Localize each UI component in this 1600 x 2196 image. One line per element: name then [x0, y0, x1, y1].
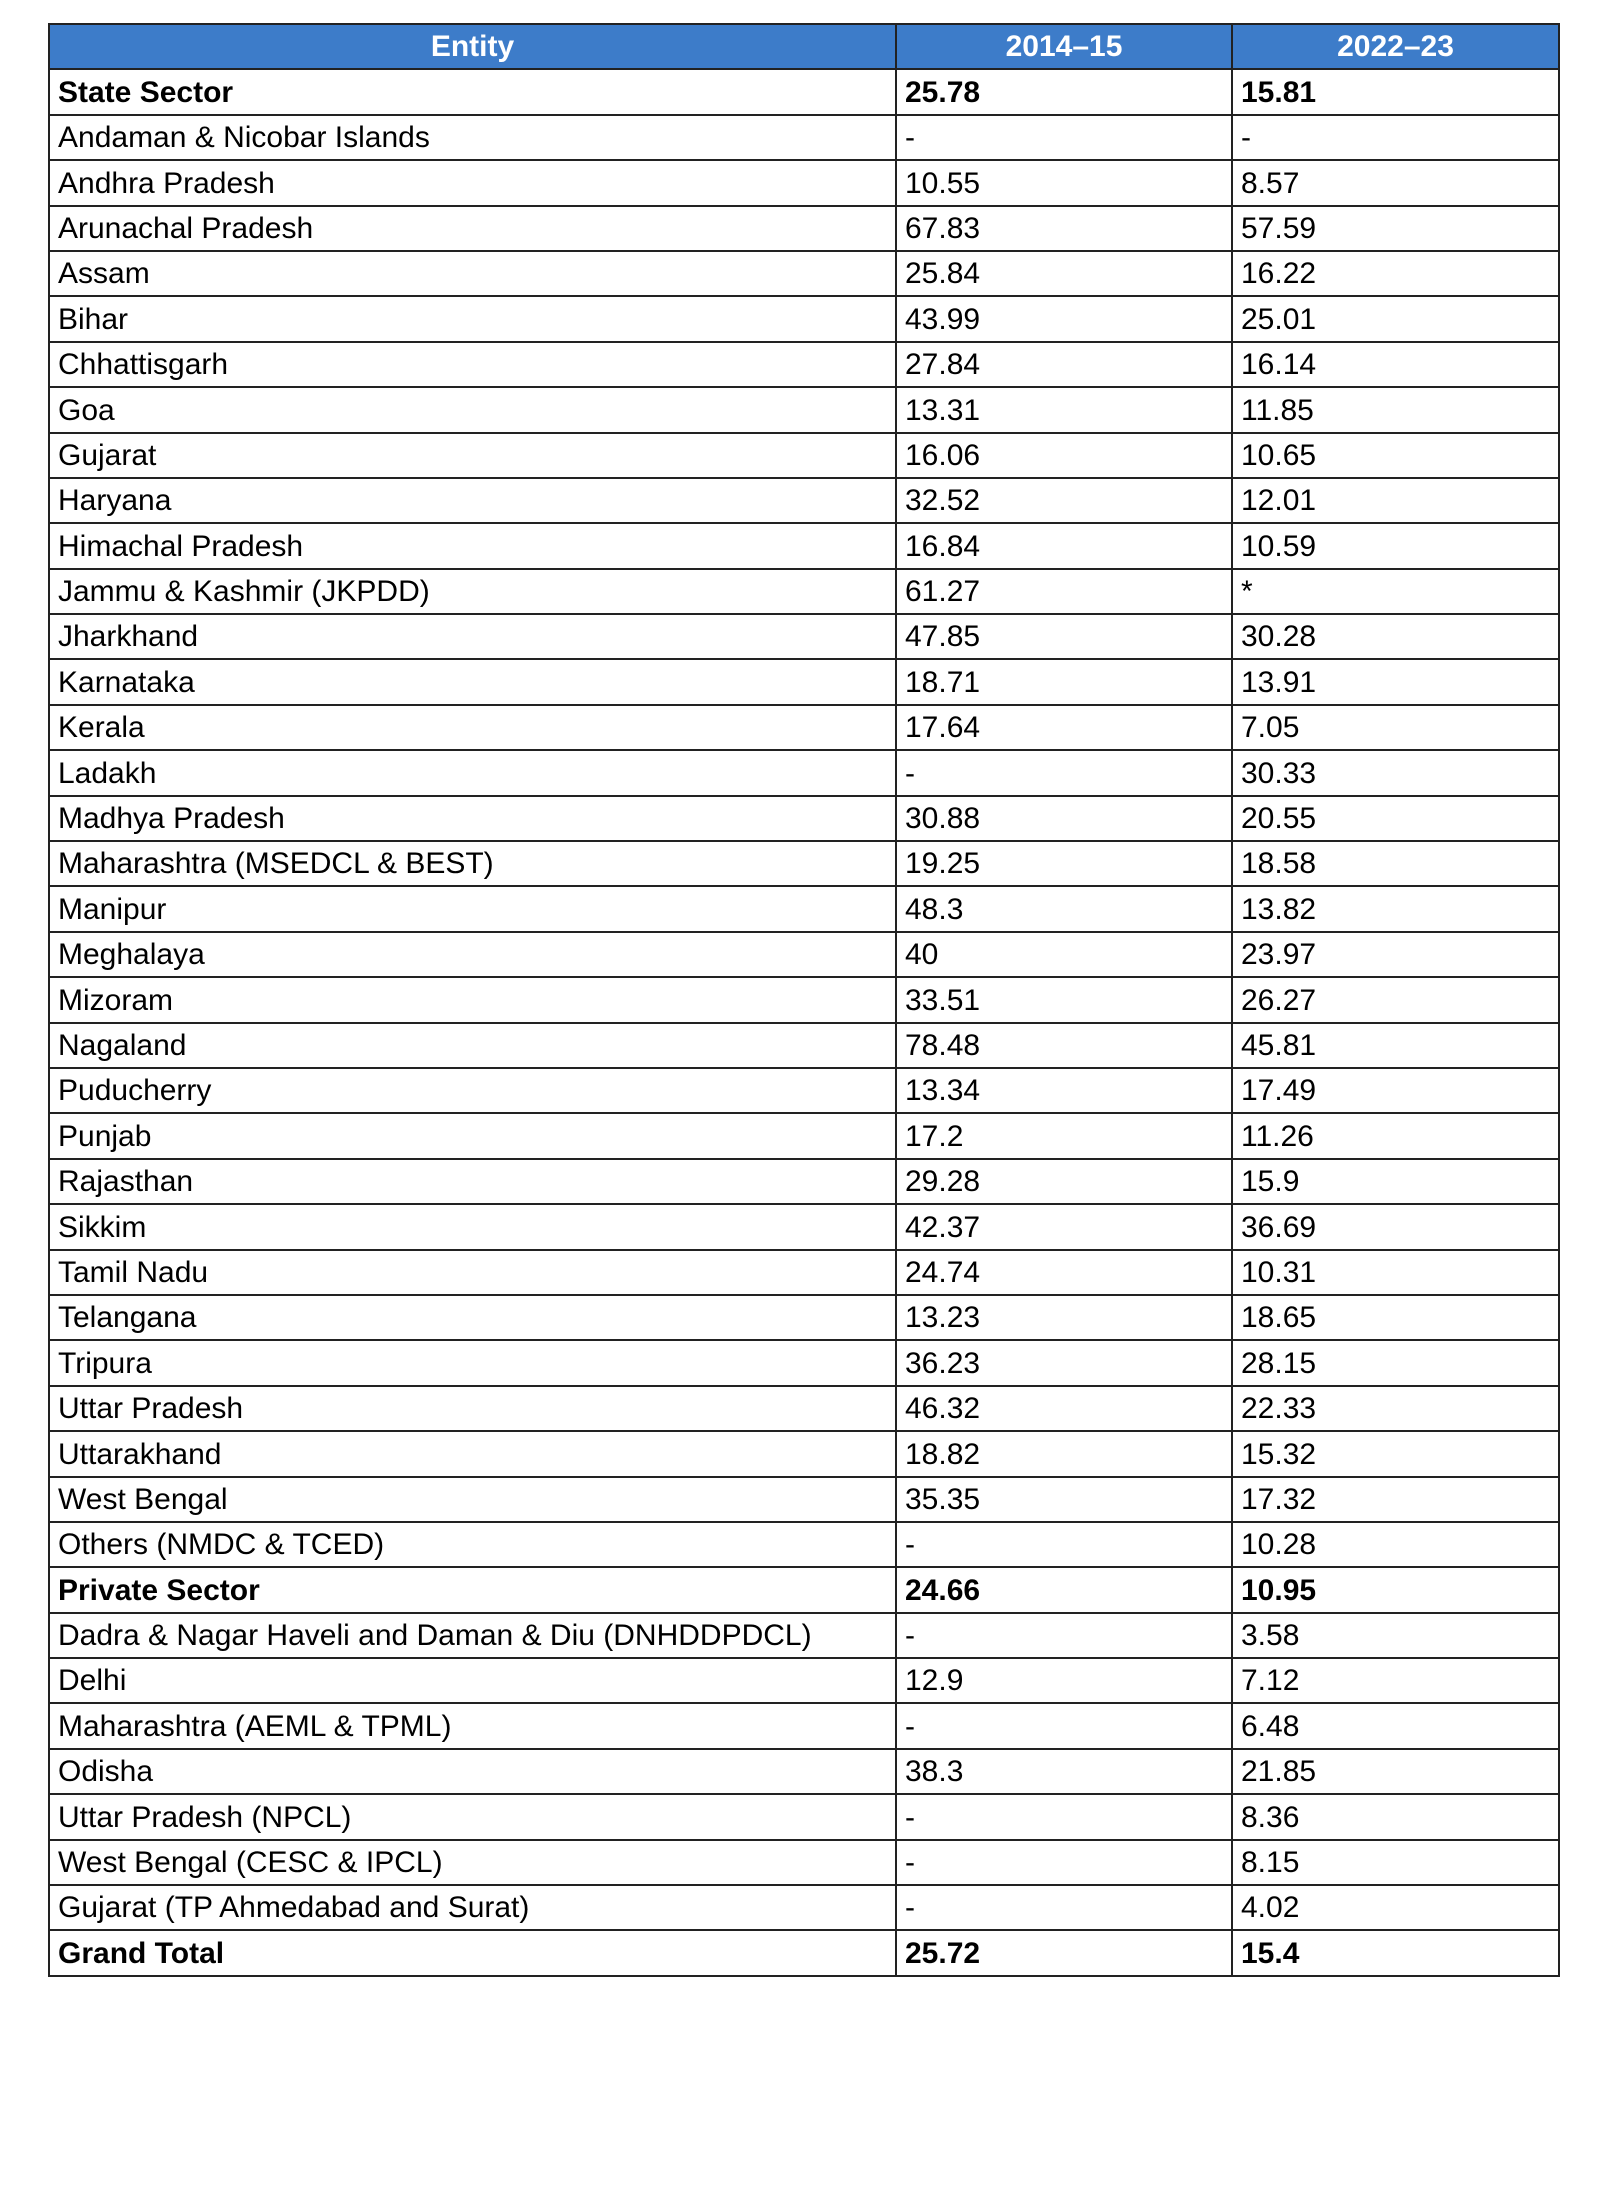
- entity-cell: Andhra Pradesh: [49, 160, 896, 205]
- value-2014-15-cell: 35.35: [896, 1477, 1232, 1522]
- entity-cell: Dadra & Nagar Haveli and Daman & Diu (DNHDDPDCL): [49, 1613, 896, 1658]
- value-2014-15-cell: 16.06: [896, 433, 1232, 478]
- value-2022-23-cell: 16.22: [1232, 251, 1559, 296]
- value-2022-23-cell: 15.9: [1232, 1159, 1559, 1204]
- table-row: [49, 1340, 1559, 1385]
- entity-cell: Uttar Pradesh: [49, 1386, 896, 1431]
- entity-cell: Maharashtra (MSEDCL & BEST): [49, 841, 896, 886]
- value-2022-23-cell: 8.57: [1232, 160, 1559, 205]
- entity-cell: Assam: [49, 251, 896, 296]
- entity-cell: Uttar Pradesh (NPCL): [49, 1794, 896, 1839]
- entity-cell: Tamil Nadu: [49, 1250, 896, 1295]
- value-2022-23-cell: 16.14: [1232, 342, 1559, 387]
- entity-cell: Bihar: [49, 296, 896, 341]
- value-2014-15-cell: 13.34: [896, 1068, 1232, 1113]
- value-2022-23-cell: 15.81: [1232, 69, 1559, 114]
- table-row: [49, 1522, 1559, 1567]
- table-row: [49, 1204, 1559, 1249]
- table-row: [49, 886, 1559, 931]
- value-2014-15-cell: 10.55: [896, 160, 1232, 205]
- value-2014-15-cell: 42.37: [896, 1204, 1232, 1249]
- value-2022-23-cell: 10.31: [1232, 1250, 1559, 1295]
- entity-cell: Karnataka: [49, 659, 896, 704]
- entity-cell: Gujarat (TP Ahmedabad and Surat): [49, 1885, 896, 1930]
- table-body: [49, 69, 1559, 1975]
- value-2022-23-cell: 36.69: [1232, 1204, 1559, 1249]
- header-row: [49, 24, 1559, 69]
- value-2014-15-cell: -: [896, 1522, 1232, 1567]
- value-2014-15-cell: 18.82: [896, 1431, 1232, 1476]
- entity-cell: Manipur: [49, 886, 896, 931]
- value-2014-15-cell: 12.9: [896, 1658, 1232, 1703]
- data-table-container: [48, 23, 1558, 1977]
- value-2014-15-cell: 78.48: [896, 1023, 1232, 1068]
- value-2022-23-cell: 22.33: [1232, 1386, 1559, 1431]
- value-2014-15-cell: 19.25: [896, 841, 1232, 886]
- table-row: [49, 932, 1559, 977]
- entity-cell: West Bengal: [49, 1477, 896, 1522]
- value-2014-15-cell: 18.71: [896, 659, 1232, 704]
- table-header: [49, 24, 1559, 69]
- value-2014-15-cell: 46.32: [896, 1386, 1232, 1431]
- value-2022-23-cell: 7.05: [1232, 705, 1559, 750]
- entity-cell: Meghalaya: [49, 932, 896, 977]
- table-row: [49, 1840, 1559, 1885]
- table-row: [49, 433, 1559, 478]
- entity-cell: Puducherry: [49, 1068, 896, 1113]
- table-row: [49, 1613, 1559, 1658]
- entity-cell: Tripura: [49, 1340, 896, 1385]
- entity-cell: Odisha: [49, 1749, 896, 1794]
- value-2022-23-cell: 18.65: [1232, 1295, 1559, 1340]
- table-row: [49, 977, 1559, 1022]
- table-row: [49, 251, 1559, 296]
- value-2014-15-cell: -: [896, 1885, 1232, 1930]
- entity-cell: Others (NMDC & TCED): [49, 1522, 896, 1567]
- table-row: [49, 1113, 1559, 1158]
- table-row: [49, 1703, 1559, 1748]
- value-2014-15-cell: -: [896, 750, 1232, 795]
- value-2022-23-cell: 17.49: [1232, 1068, 1559, 1113]
- header-2014-15: 2014–15: [896, 24, 1232, 69]
- value-2022-23-cell: 4.02: [1232, 1885, 1559, 1930]
- table-row: [49, 523, 1559, 568]
- entity-cell: Punjab: [49, 1113, 896, 1158]
- value-2022-23-cell: 7.12: [1232, 1658, 1559, 1703]
- table-row: [49, 1023, 1559, 1068]
- value-2014-15-cell: 40: [896, 932, 1232, 977]
- value-2014-15-cell: 17.2: [896, 1113, 1232, 1158]
- value-2022-23-cell: 11.85: [1232, 387, 1559, 432]
- value-2014-15-cell: 47.85: [896, 614, 1232, 659]
- value-2022-23-cell: 17.32: [1232, 1477, 1559, 1522]
- value-2014-15-cell: 48.3: [896, 886, 1232, 931]
- table-row: [49, 1068, 1559, 1113]
- value-2022-23-cell: 10.65: [1232, 433, 1559, 478]
- entity-cell: Ladakh: [49, 750, 896, 795]
- entity-cell: Rajasthan: [49, 1159, 896, 1204]
- value-2014-15-cell: 13.23: [896, 1295, 1232, 1340]
- entity-cell: Gujarat: [49, 433, 896, 478]
- value-2022-23-cell: 10.95: [1232, 1567, 1559, 1612]
- table-row: [49, 1658, 1559, 1703]
- value-2014-15-cell: 38.3: [896, 1749, 1232, 1794]
- value-2022-23-cell: -: [1232, 115, 1559, 160]
- entity-cell: Andaman & Nicobar Islands: [49, 115, 896, 160]
- table-row: [49, 659, 1559, 704]
- value-2022-23-cell: 20.55: [1232, 796, 1559, 841]
- value-2014-15-cell: -: [896, 115, 1232, 160]
- value-2022-23-cell: 11.26: [1232, 1113, 1559, 1158]
- value-2014-15-cell: 13.31: [896, 387, 1232, 432]
- value-2014-15-cell: 67.83: [896, 206, 1232, 251]
- entity-cell: Kerala: [49, 705, 896, 750]
- value-2022-23-cell: 3.58: [1232, 1613, 1559, 1658]
- value-2014-15-cell: 36.23: [896, 1340, 1232, 1385]
- table-row: [49, 1386, 1559, 1431]
- header-2022-23: 2022–23: [1232, 24, 1559, 69]
- value-2022-23-cell: 6.48: [1232, 1703, 1559, 1748]
- value-2014-15-cell: 25.84: [896, 251, 1232, 296]
- value-2022-23-cell: 30.28: [1232, 614, 1559, 659]
- entity-cell: Chhattisgarh: [49, 342, 896, 387]
- table-row: [49, 569, 1559, 614]
- value-2022-23-cell: 45.81: [1232, 1023, 1559, 1068]
- entity-cell: Himachal Pradesh: [49, 523, 896, 568]
- entity-cell: Uttarakhand: [49, 1431, 896, 1476]
- table-row: [49, 841, 1559, 886]
- header-entity: Entity: [49, 24, 896, 69]
- value-2022-23-cell: 30.33: [1232, 750, 1559, 795]
- value-2014-15-cell: 43.99: [896, 296, 1232, 341]
- table-row: [49, 115, 1559, 160]
- value-2022-23-cell: 8.15: [1232, 1840, 1559, 1885]
- entity-cell: Telangana: [49, 1295, 896, 1340]
- value-2014-15-cell: 16.84: [896, 523, 1232, 568]
- value-2014-15-cell: 24.74: [896, 1250, 1232, 1295]
- table-row: [49, 1885, 1559, 1930]
- entity-cell: Jammu & Kashmir (JKPDD): [49, 569, 896, 614]
- entity-cell: Private Sector: [49, 1567, 896, 1612]
- table-row: [49, 1749, 1559, 1794]
- entity-cell: Jharkhand: [49, 614, 896, 659]
- value-2022-23-cell: 15.32: [1232, 1431, 1559, 1476]
- value-2022-23-cell: 26.27: [1232, 977, 1559, 1022]
- value-2014-15-cell: 29.28: [896, 1159, 1232, 1204]
- value-2014-15-cell: 32.52: [896, 478, 1232, 523]
- value-2022-23-cell: 28.15: [1232, 1340, 1559, 1385]
- table-row: [49, 1431, 1559, 1476]
- value-2014-15-cell: -: [896, 1703, 1232, 1748]
- table-row: [49, 387, 1559, 432]
- value-2022-23-cell: 57.59: [1232, 206, 1559, 251]
- table-row: [49, 1930, 1559, 1975]
- value-2022-23-cell: *: [1232, 569, 1559, 614]
- value-2022-23-cell: 21.85: [1232, 1749, 1559, 1794]
- entity-cell: Maharashtra (AEML & TPML): [49, 1703, 896, 1748]
- value-2022-23-cell: 12.01: [1232, 478, 1559, 523]
- value-2014-15-cell: 30.88: [896, 796, 1232, 841]
- value-2014-15-cell: 24.66: [896, 1567, 1232, 1612]
- table-row: [49, 614, 1559, 659]
- value-2022-23-cell: 23.97: [1232, 932, 1559, 977]
- value-2022-23-cell: 13.91: [1232, 659, 1559, 704]
- data-table: [48, 23, 1560, 1977]
- entity-cell: Haryana: [49, 478, 896, 523]
- value-2014-15-cell: 33.51: [896, 977, 1232, 1022]
- value-2014-15-cell: 25.78: [896, 69, 1232, 114]
- entity-cell: Arunachal Pradesh: [49, 206, 896, 251]
- value-2022-23-cell: 13.82: [1232, 886, 1559, 931]
- table-row: [49, 1159, 1559, 1204]
- entity-cell: Goa: [49, 387, 896, 432]
- table-row: [49, 296, 1559, 341]
- value-2014-15-cell: 17.64: [896, 705, 1232, 750]
- table-row: [49, 750, 1559, 795]
- table-row: [49, 206, 1559, 251]
- entity-cell: Madhya Pradesh: [49, 796, 896, 841]
- entity-cell: State Sector: [49, 69, 896, 114]
- table-row: [49, 705, 1559, 750]
- value-2022-23-cell: 10.59: [1232, 523, 1559, 568]
- value-2022-23-cell: 8.36: [1232, 1794, 1559, 1839]
- entity-cell: Mizoram: [49, 977, 896, 1022]
- entity-cell: Sikkim: [49, 1204, 896, 1249]
- entity-cell: Delhi: [49, 1658, 896, 1703]
- value-2014-15-cell: 27.84: [896, 342, 1232, 387]
- table-row: [49, 1250, 1559, 1295]
- table-row: [49, 160, 1559, 205]
- table-row: [49, 796, 1559, 841]
- value-2014-15-cell: -: [896, 1794, 1232, 1839]
- value-2022-23-cell: 25.01: [1232, 296, 1559, 341]
- entity-cell: West Bengal (CESC & IPCL): [49, 1840, 896, 1885]
- value-2022-23-cell: 18.58: [1232, 841, 1559, 886]
- entity-cell: Nagaland: [49, 1023, 896, 1068]
- entity-cell: Grand Total: [49, 1930, 896, 1975]
- value-2014-15-cell: 25.72: [896, 1930, 1232, 1975]
- value-2014-15-cell: -: [896, 1613, 1232, 1658]
- value-2022-23-cell: 10.28: [1232, 1522, 1559, 1567]
- table-row: [49, 1567, 1559, 1612]
- value-2014-15-cell: -: [896, 1840, 1232, 1885]
- value-2014-15-cell: 61.27: [896, 569, 1232, 614]
- table-row: [49, 478, 1559, 523]
- table-row: [49, 1295, 1559, 1340]
- table-row: [49, 1477, 1559, 1522]
- value-2022-23-cell: 15.4: [1232, 1930, 1559, 1975]
- table-row: [49, 69, 1559, 114]
- table-row: [49, 1794, 1559, 1839]
- table-row: [49, 342, 1559, 387]
